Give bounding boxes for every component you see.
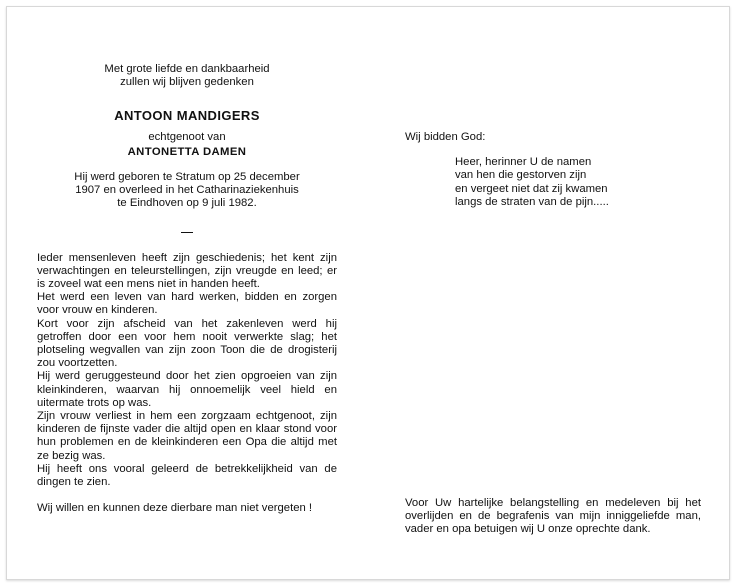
prayer-line: Heer, herinner U de namen <box>455 156 592 169</box>
right-column <box>405 131 701 209</box>
prayer-line: en vergeet niet dat zij kwamen <box>455 182 608 195</box>
spouse-label: echtgenoot van <box>148 130 226 143</box>
bio-paragraph: Hij werd geruggesteund door het zien opgroeien van zijn kleinkinderen, waarvan hij onnoemelijk veel hield en uitermate trots op was. <box>37 370 337 409</box>
intro-line-1: Met grote liefde en dankbaarheid <box>104 63 270 75</box>
prayer-line: langs de straten van de pijn..... <box>455 195 609 208</box>
left-column <box>37 63 337 527</box>
intro-text <box>37 63 337 89</box>
bio-paragraph: Zijn vrouw verliest in hem een zorgzaam echtgenoot, zijn kinderen de fijnste vader die altijd open en klaar stond voor hun problemen en de kleinkinderen een Opa die altijd met ze bezig was. <box>37 410 337 462</box>
spouse-name: ANTONETTA DAMEN <box>127 145 247 158</box>
memorial-card <box>6 6 730 580</box>
birth-death-details <box>37 171 337 211</box>
bio-paragraph: Ieder mensenleven heeft zijn geschiedenis; het kent zijn verwachtingen en teleurstellingen, zijn vreugde en leed; er is zoveel wat een mens niet in handen heeft. <box>37 251 337 291</box>
birth-death-line-1: Hij werd geboren te Stratum op 25 december <box>74 171 300 184</box>
divider-dash <box>181 232 193 233</box>
bio-paragraph: Hij heeft ons vooral geleerd de betrekkelijkheid van de dingen te zien. <box>37 462 337 489</box>
closing-text: Wij willen en kunnen deze dierbare man niet vergeten ! <box>37 502 313 515</box>
bio-paragraph: Het werd een leven van hard werken, bidden en zorgen voor vrouw en kinderen. <box>37 291 337 317</box>
biography <box>37 252 337 490</box>
prayer-heading: Wij bidden God: <box>405 131 486 143</box>
thanks-text: Voor Uw hartelijke belangstelling en medeleven bij het overlijden en de begrafenis van mijn inniggeliefde man, vader en opa betuigen wij U onze oprechte dank. <box>405 497 701 536</box>
intro-line-2: zullen wij blijven gedenken <box>120 76 254 89</box>
birth-death-line-2: 1907 en overleed in het Catharinaziekenhuis <box>75 184 299 197</box>
deceased-name: ANTOON MANDIGERS <box>114 108 260 124</box>
prayer <box>455 156 701 209</box>
birth-death-line-3: te Eindhoven op 9 juli 1982. <box>117 197 257 210</box>
bio-paragraph: Kort voor zijn afscheid van het zakenleven werd hij getroffen door een voor hem nooit verwerkte slag; het plotseling wegvallen van zijn zoon Toon die de drogisterij zou voortzetten. <box>37 317 337 370</box>
prayer-line: van hen die gestorven zijn <box>455 169 587 182</box>
